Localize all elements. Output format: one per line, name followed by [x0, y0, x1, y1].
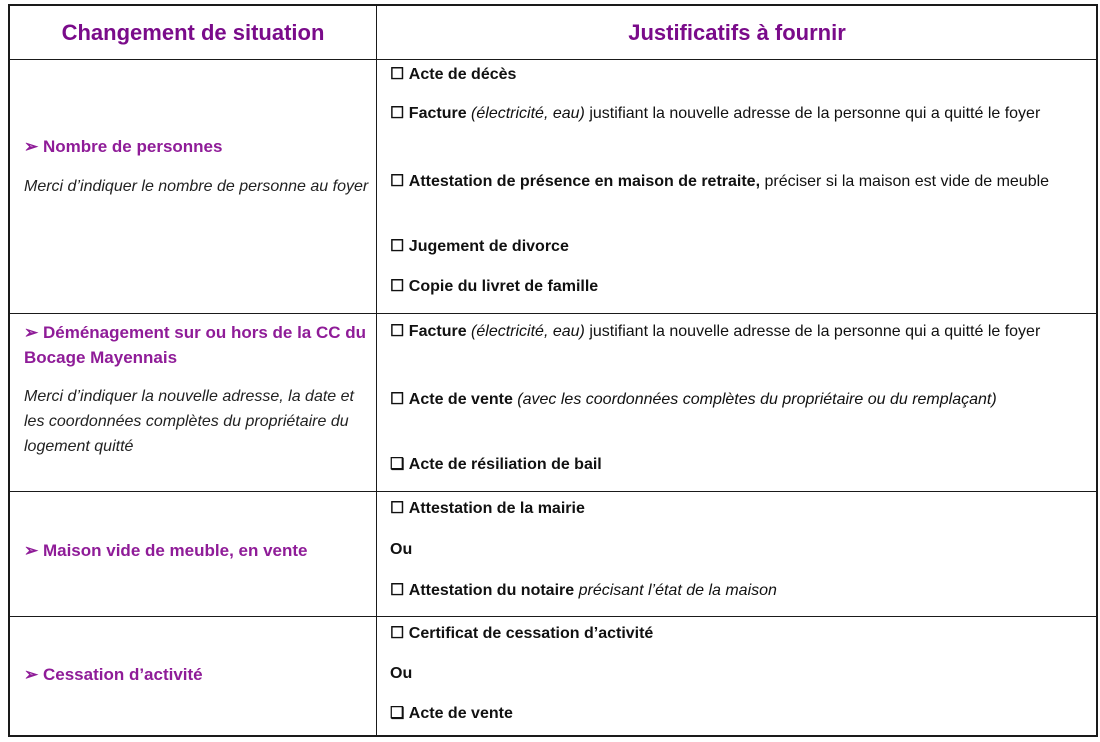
- checkbox-icon: ☐: [390, 238, 405, 255]
- row-2-doc-3: ❑ Acte de résiliation de bail: [390, 456, 602, 473]
- checkbox-icon: ☐: [390, 173, 405, 190]
- row-1-doc-4: ☐ Jugement de divorce: [390, 238, 569, 255]
- row-1-situation-cell: [24, 134, 370, 199]
- row-2-doc-2: ☐ Acte de vente (avec les coordonnées complètes du propriétaire ou du remplaçant): [390, 391, 997, 408]
- checkbox-icon: ☐: [390, 105, 405, 122]
- checkbox-icon: ☐: [390, 323, 405, 340]
- row-3-doc-1: ☐ Attestation de la mairie: [390, 500, 585, 517]
- checkbox-icon: ☐: [390, 391, 405, 408]
- checkbox-icon: ☐: [390, 66, 405, 83]
- header-situation: Changement de situation: [61, 19, 325, 45]
- checkbox-icon: ☐: [390, 500, 405, 517]
- row-1-doc-5: ☐ Copie du livret de famille: [390, 278, 599, 295]
- row-2-situation-cell: [24, 320, 370, 459]
- row-3-situation-cell: [24, 538, 370, 563]
- checkbox-icon: ☐: [390, 278, 405, 295]
- row-3-doc-2: ☐ Attestation du notaire précisant l’état de la maison: [390, 582, 777, 599]
- row-1-doc-3: ☐ Attestation de présence en maison de retraite, préciser si la maison est vide de meuble: [390, 173, 1050, 190]
- checkbox-icon: ☐: [390, 625, 405, 642]
- header-justificatifs: Justificatifs à fournir: [628, 19, 846, 45]
- row-divider-3: [10, 616, 1096, 617]
- checkbox-icon: ❑: [390, 705, 405, 722]
- header-divider: [10, 59, 1096, 60]
- checkbox-icon: ☐: [390, 582, 405, 599]
- row-4-situation-cell: [24, 662, 370, 687]
- row-2-situation: ➢ Déménagement sur ou hors de la CC du Bocage Mayennais: [24, 323, 367, 367]
- row-divider-2: [10, 491, 1096, 492]
- row-2-note: Merci d’indiquer la nouvelle adresse, la date et les coordonnées complètes du propriétaire du logement quitté: [24, 388, 354, 455]
- row-1-doc-2: ☐ Facture (électricité, eau) justifiant la nouvelle adresse de la personne qui a quitté le foyer: [390, 105, 1041, 122]
- row-4-doc-1: ☐ Certificat de cessation d’activité: [390, 625, 654, 642]
- row-2-doc-1: ☐ Facture (électricité, eau) justifiant la nouvelle adresse de la personne qui a quitté le foyer: [390, 323, 1041, 340]
- requirements-table: [8, 4, 1098, 737]
- row-1-doc-1: ☐ Acte de décès: [390, 66, 517, 83]
- row-3-or: Ou: [390, 541, 413, 558]
- row-4-doc-2: ❑ Acte de vente: [390, 705, 513, 722]
- row-3-situation: ➢ Maison vide de meuble, en vente: [24, 541, 308, 560]
- row-divider-1: [10, 313, 1096, 314]
- row-4-situation: ➢ Cessation d’activité: [24, 665, 203, 684]
- row-1-note: Merci d’indiquer le nombre de personne au foyer: [24, 178, 369, 195]
- row-1-situation: ➢ Nombre de personnes: [24, 137, 223, 156]
- row-4-or: Ou: [390, 665, 413, 682]
- checkbox-icon: ❑: [390, 456, 405, 473]
- column-divider: [376, 6, 377, 735]
